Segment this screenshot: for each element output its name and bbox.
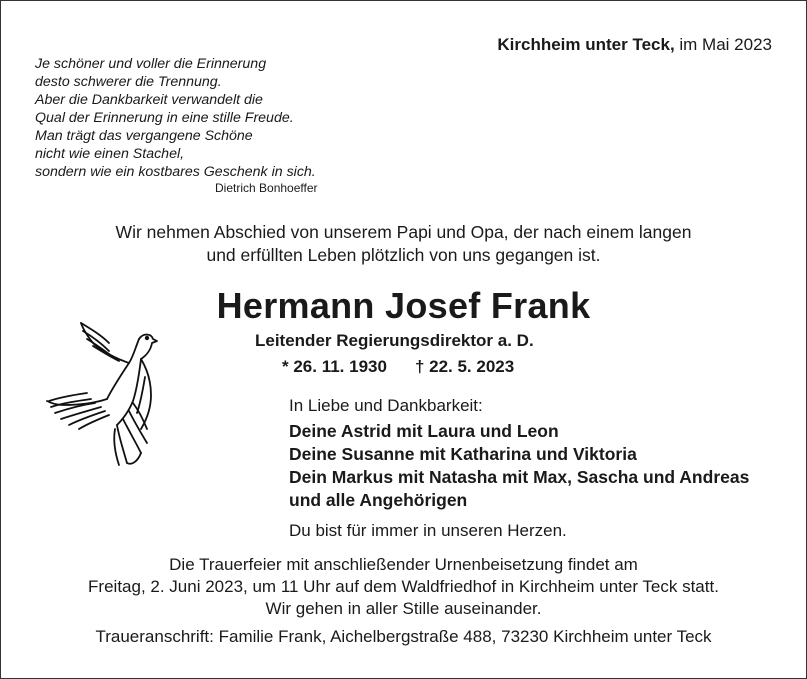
quote-line: Aber die Dankbarkeit verwandelt die: [35, 92, 263, 108]
quote-line: sondern wie ein kostbares Geschenk in sich.: [35, 164, 316, 180]
service-info: [1, 554, 806, 620]
mourner-line: Deine Astrid mit Laura und Leon: [289, 421, 559, 441]
service-line: Freitag, 2. Juni 2023, um 11 Uhr auf dem Waldfriedhof in Kirchheim unter Teck statt.: [88, 577, 719, 596]
dove-icon: [43, 319, 173, 469]
quote-line: Je schöner und voller die Erinnerung: [35, 56, 267, 72]
quote-line: desto schwerer die Trennung.: [35, 74, 222, 90]
mourner-line: und alle Angehörigen: [289, 490, 468, 510]
quote-line: Man trägt das vergangene Schöne: [35, 128, 253, 144]
quote-line: nicht wie einen Stachel,: [35, 146, 185, 162]
deceased-name: Hermann Josef Frank: [216, 285, 591, 326]
closing-line: Du bist für immer in unseren Herzen.: [289, 521, 567, 540]
mourning-address: Traueranschrift: Familie Frank, Aichelbergstraße 488, 73230 Kirchheim unter Teck: [95, 627, 712, 646]
intro-line: Wir nehmen Abschied von unserem Papi und Opa, der nach einem langen: [115, 222, 692, 242]
life-dates: [282, 357, 514, 377]
quote-author: Dietrich Bonhoeffer: [215, 181, 318, 195]
place-name: Kirchheim unter Teck,: [497, 35, 675, 54]
quote-block: [35, 55, 316, 181]
intro-line: und erfüllten Leben plötzlich von uns gegangen ist.: [206, 245, 601, 265]
service-line: Wir gehen in aller Stille auseinander.: [265, 599, 542, 618]
mourners-list: [289, 420, 749, 512]
mourners-intro: In Liebe und Dankbarkeit:: [289, 396, 483, 415]
intro-text: [1, 221, 806, 267]
mourner-line: Dein Markus mit Natasha mit Max, Sascha und Andreas: [289, 467, 750, 487]
place-date: [497, 35, 772, 55]
birth-date: * 26. 11. 1930: [282, 357, 387, 376]
mourner-line: Deine Susanne mit Katharina und Viktoria: [289, 444, 637, 464]
date-text: im Mai 2023: [674, 35, 772, 54]
service-line: Die Trauerfeier mit anschließender Urnenbeisetzung findet am: [169, 555, 638, 574]
quote-line: Qual der Erinnerung in eine stille Freude.: [35, 110, 294, 126]
deceased-title: Leitender Regierungsdirektor a. D.: [255, 331, 534, 350]
death-date: † 22. 5. 2023: [414, 357, 515, 376]
